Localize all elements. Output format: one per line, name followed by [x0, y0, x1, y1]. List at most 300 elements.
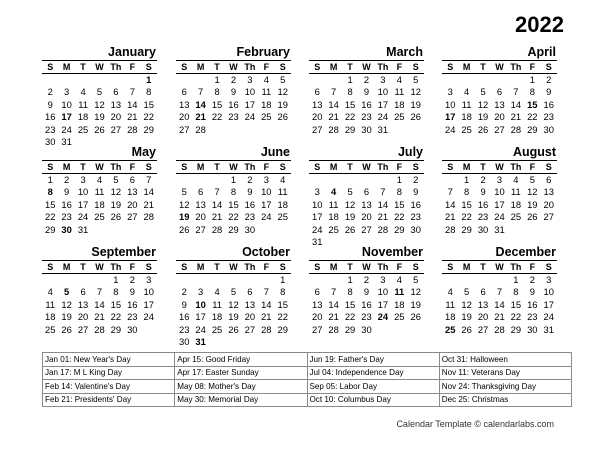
- weekday-header: S: [176, 161, 192, 174]
- day-cell: 17: [377, 298, 389, 310]
- day-cell: 23: [477, 211, 489, 223]
- day-cell: 25: [277, 211, 288, 223]
- day-cell: 24: [61, 123, 72, 135]
- day-cell: 23: [228, 111, 239, 123]
- day-cell: 19: [344, 211, 356, 223]
- day-cell: 2: [546, 74, 552, 85]
- day-cell: 19: [410, 298, 421, 310]
- empty-cell: [325, 74, 341, 86]
- day-cell: 4: [96, 174, 103, 185]
- day-cell: 20: [311, 111, 323, 123]
- month-2: [176, 44, 291, 136]
- day-cell: 6: [314, 286, 320, 298]
- day-cell: 10: [311, 198, 323, 210]
- weekday-header: W: [358, 161, 374, 174]
- day-cell: 26: [410, 311, 421, 323]
- day-cell: 21: [211, 211, 223, 223]
- day-cell: 26: [527, 211, 538, 223]
- empty-cell: [309, 74, 325, 86]
- day-cell: 22: [228, 211, 239, 223]
- day-cell: 21: [510, 111, 522, 123]
- day-cell: 2: [529, 274, 535, 285]
- weekday-header: F: [524, 261, 540, 274]
- weekday-header: S: [541, 261, 557, 274]
- weekday-header: W: [225, 161, 241, 174]
- day-cell: 21: [377, 211, 389, 223]
- weekday-header: S: [309, 261, 325, 274]
- day-cell: 9: [546, 86, 552, 98]
- weekday-header: M: [325, 161, 341, 174]
- weekday-header: F: [391, 61, 407, 74]
- day-grid: [309, 61, 424, 136]
- day-cell: 11: [394, 86, 405, 98]
- weekday-header: Th: [375, 261, 391, 274]
- day-cell: 6: [363, 186, 370, 198]
- empty-cell: [309, 174, 325, 186]
- holiday-entry: Feb 21: Presidents' Day: [43, 393, 175, 407]
- day-cell: 23: [527, 311, 538, 323]
- day-cell: 26: [61, 323, 72, 335]
- day-cell: 5: [529, 174, 535, 185]
- empty-cell: [192, 174, 208, 186]
- empty-cell: [342, 174, 358, 186]
- day-cell: 7: [198, 86, 204, 98]
- day-cell: 12: [477, 98, 489, 110]
- day-cell: 11: [261, 86, 272, 98]
- day-cell: 16: [61, 198, 72, 210]
- weekday-header: T: [342, 61, 358, 74]
- holiday-day-cell: 1: [146, 74, 152, 85]
- day-cell: 1: [214, 74, 220, 85]
- day-cell: 26: [410, 111, 421, 123]
- day-cell: 24: [377, 111, 389, 123]
- empty-cell: [75, 274, 91, 286]
- day-cell: 11: [328, 198, 339, 210]
- empty-cell: [75, 74, 91, 86]
- day-cell: 20: [178, 111, 190, 123]
- month-8: [442, 144, 557, 236]
- day-cell: 12: [110, 186, 122, 198]
- empty-cell: [108, 74, 124, 86]
- weekday-header: F: [524, 161, 540, 174]
- day-cell: 22: [44, 211, 56, 223]
- day-cell: 18: [77, 111, 89, 123]
- day-cell: 19: [477, 111, 489, 123]
- day-cell: 17: [77, 198, 89, 210]
- month-7: [309, 144, 424, 248]
- day-cell: 16: [527, 298, 538, 310]
- day-cell: 9: [413, 186, 419, 198]
- day-cell: 21: [143, 198, 154, 210]
- weekday-header: S: [309, 161, 325, 174]
- day-cell: 28: [211, 223, 223, 235]
- day-cell: 1: [230, 174, 237, 185]
- day-cell: 25: [510, 211, 522, 223]
- day-cell: 18: [328, 211, 339, 223]
- day-cell: 19: [61, 311, 72, 323]
- month-4: [442, 44, 557, 136]
- day-cell: 10: [444, 98, 456, 110]
- day-cell: 1: [396, 174, 402, 185]
- empty-cell: [192, 274, 208, 286]
- day-cell: 27: [244, 323, 256, 335]
- day-cell: 25: [77, 123, 89, 135]
- day-cell: 11: [277, 186, 288, 198]
- day-cell: 29: [527, 123, 538, 135]
- holiday-day-cell: 15: [527, 98, 538, 110]
- day-cell: 24: [494, 211, 505, 223]
- day-grid: [176, 161, 291, 236]
- weekday-header: S: [141, 261, 157, 274]
- day-cell: 27: [127, 211, 138, 223]
- weekday-header: T: [75, 61, 91, 74]
- day-cell: 9: [363, 286, 370, 298]
- weekday-header: Th: [508, 261, 524, 274]
- weekday-header: T: [75, 261, 91, 274]
- holiday-day-cell: 11: [394, 286, 405, 298]
- weekday-header: S: [42, 161, 58, 174]
- day-cell: 30: [244, 223, 256, 235]
- day-cell: 28: [261, 323, 272, 335]
- day-cell: 28: [328, 123, 339, 135]
- day-cell: 13: [77, 298, 89, 310]
- day-cell: 14: [211, 198, 223, 210]
- weekday-header: W: [491, 261, 507, 274]
- month-name: January: [42, 44, 157, 61]
- weekday-header: S: [275, 261, 291, 274]
- day-cell: 22: [344, 311, 356, 323]
- day-cell: 8: [464, 186, 470, 198]
- day-cell: 20: [127, 198, 138, 210]
- empty-cell: [209, 174, 225, 186]
- day-cell: 7: [513, 86, 519, 98]
- day-cell: 2: [181, 286, 187, 298]
- day-cell: 22: [143, 111, 154, 123]
- holiday-day-cell: 5: [64, 286, 70, 298]
- empty-cell: [58, 74, 74, 86]
- empty-cell: [242, 274, 258, 286]
- day-cell: 18: [277, 198, 288, 210]
- month-name: May: [42, 144, 157, 161]
- empty-cell: [176, 274, 192, 286]
- day-cell: 12: [410, 286, 421, 298]
- weekday-header: Th: [242, 61, 258, 74]
- day-cell: 25: [261, 111, 272, 123]
- day-cell: 16: [127, 298, 138, 310]
- holiday-entry: Apr 15: Good Friday: [175, 353, 307, 367]
- day-cell: 4: [214, 286, 220, 298]
- day-cell: 30: [361, 123, 372, 135]
- weekday-header: T: [342, 261, 358, 274]
- day-cell: 3: [447, 86, 453, 98]
- weekday-header: S: [408, 161, 424, 174]
- empty-cell: [124, 74, 140, 86]
- month-10: [176, 244, 291, 348]
- day-cell: 30: [477, 223, 489, 235]
- day-cell: 11: [78, 98, 88, 110]
- day-cell: 26: [228, 323, 239, 335]
- day-cell: 7: [380, 186, 386, 198]
- weekday-header: S: [176, 261, 192, 274]
- day-cell: 18: [394, 298, 405, 310]
- weekday-header: M: [458, 261, 474, 274]
- day-cell: 27: [195, 223, 206, 235]
- weekday-header: Th: [508, 61, 524, 74]
- day-cell: 13: [178, 98, 190, 110]
- day-cell: 8: [280, 286, 286, 298]
- day-cell: 14: [94, 298, 105, 310]
- weekday-header: M: [325, 61, 341, 74]
- day-cell: 5: [113, 174, 119, 185]
- day-cell: 30: [44, 135, 56, 147]
- day-cell: 14: [127, 98, 138, 110]
- day-cell: 17: [143, 298, 154, 310]
- day-cell: 28: [494, 323, 505, 335]
- empty-cell: [458, 274, 474, 286]
- holiday-entry: Jan 01: New Year's Day: [43, 353, 175, 367]
- month-name: February: [176, 44, 291, 61]
- day-cell: 15: [110, 298, 122, 310]
- day-cell: 14: [377, 198, 389, 210]
- day-cell: 2: [247, 174, 253, 185]
- day-cell: 29: [510, 323, 522, 335]
- weekday-header: T: [209, 161, 225, 174]
- day-cell: 10: [143, 286, 154, 298]
- empty-cell: [176, 74, 192, 86]
- day-cell: 27: [178, 123, 190, 135]
- day-cell: 14: [328, 98, 339, 110]
- day-cell: 6: [314, 86, 320, 98]
- month-name: October: [176, 244, 291, 261]
- day-cell: 5: [230, 286, 237, 298]
- day-cell: 16: [178, 311, 190, 323]
- holiday-day-cell: 17: [61, 111, 72, 123]
- weekday-header: S: [408, 61, 424, 74]
- day-cell: 28: [328, 323, 339, 335]
- weekday-header: S: [309, 61, 325, 74]
- day-cell: 4: [396, 74, 402, 85]
- holiday-day-cell: 24: [377, 311, 389, 323]
- day-cell: 9: [64, 186, 70, 198]
- day-cell: 14: [261, 298, 272, 310]
- day-grid: [442, 161, 557, 236]
- day-cell: 5: [480, 86, 486, 98]
- day-cell: 1: [513, 274, 519, 285]
- day-cell: 6: [129, 174, 135, 185]
- day-cell: 20: [361, 211, 372, 223]
- holiday-day-cell: 30: [61, 223, 72, 235]
- day-cell: 24: [543, 311, 554, 323]
- holiday-entry: Jul 04: Independence Day: [307, 366, 439, 380]
- day-cell: 23: [410, 211, 421, 223]
- day-cell: 6: [198, 186, 204, 198]
- day-cell: 3: [380, 74, 386, 85]
- day-cell: 1: [464, 174, 470, 185]
- day-cell: 2: [363, 274, 370, 285]
- day-cell: 14: [143, 186, 154, 198]
- day-cell: 16: [543, 98, 554, 110]
- day-cell: 7: [331, 286, 337, 298]
- weekday-header: F: [258, 61, 274, 74]
- empty-cell: [176, 174, 192, 186]
- holiday-entry: Oct 31: Halloween: [439, 353, 571, 367]
- day-cell: 16: [228, 98, 239, 110]
- day-cell: 29: [228, 223, 239, 235]
- day-cell: 5: [280, 74, 286, 85]
- empty-cell: [209, 274, 225, 286]
- day-cell: 9: [247, 186, 253, 198]
- day-cell: 8: [230, 186, 237, 198]
- weekday-header: W: [225, 261, 241, 274]
- day-cell: 8: [214, 86, 220, 98]
- day-cell: 22: [277, 311, 288, 323]
- day-cell: 8: [347, 86, 353, 98]
- weekday-header: S: [141, 61, 157, 74]
- day-cell: 15: [277, 298, 288, 310]
- holiday-day-cell: 8: [47, 186, 53, 198]
- day-cell: 27: [311, 323, 323, 335]
- day-cell: 12: [344, 198, 356, 210]
- day-cell: 11: [461, 98, 472, 110]
- day-cell: 2: [64, 174, 70, 185]
- day-cell: 19: [228, 311, 239, 323]
- weekday-header: S: [275, 161, 291, 174]
- empty-cell: [192, 74, 208, 86]
- day-cell: 24: [444, 123, 456, 135]
- weekday-header: W: [358, 261, 374, 274]
- day-cell: 3: [546, 274, 552, 285]
- day-cell: 28: [444, 223, 456, 235]
- day-cell: 11: [445, 298, 456, 310]
- day-cell: 23: [543, 111, 554, 123]
- day-cell: 10: [377, 86, 389, 98]
- holiday-entry: Sep 05: Labor Day: [307, 380, 439, 394]
- empty-cell: [442, 74, 458, 86]
- day-cell: 4: [447, 286, 453, 298]
- day-cell: 6: [181, 86, 187, 98]
- weekday-header: S: [442, 61, 458, 74]
- weekday-header: Th: [108, 61, 124, 74]
- day-cell: 30: [127, 323, 138, 335]
- day-cell: 31: [61, 135, 72, 147]
- day-cell: 7: [331, 86, 337, 98]
- weekday-header: Th: [508, 161, 524, 174]
- day-cell: 19: [527, 198, 538, 210]
- day-cell: 17: [494, 198, 505, 210]
- weekday-header: S: [141, 161, 157, 174]
- day-cell: 23: [361, 311, 372, 323]
- day-cell: 16: [44, 111, 56, 123]
- weekday-header: F: [258, 261, 274, 274]
- day-cell: 2: [47, 86, 53, 98]
- day-cell: 30: [361, 323, 372, 335]
- day-cell: 12: [277, 86, 288, 98]
- day-grid: [176, 261, 291, 348]
- day-cell: 17: [261, 198, 272, 210]
- empty-cell: [58, 274, 74, 286]
- holiday-table: [42, 352, 572, 407]
- day-cell: 28: [143, 211, 154, 223]
- day-cell: 29: [44, 223, 56, 235]
- weekday-header: M: [58, 261, 74, 274]
- day-cell: 22: [461, 211, 472, 223]
- day-cell: 9: [529, 286, 535, 298]
- weekday-header: M: [458, 161, 474, 174]
- day-grid: [42, 61, 157, 148]
- day-cell: 1: [113, 274, 119, 285]
- day-cell: 29: [143, 123, 154, 135]
- day-cell: 2: [363, 74, 370, 85]
- day-grid: [42, 161, 157, 236]
- weekday-header: F: [258, 161, 274, 174]
- day-cell: 20: [77, 311, 89, 323]
- month-name: September: [42, 244, 157, 261]
- holiday-day-cell: 21: [195, 111, 206, 123]
- weekday-header: S: [275, 61, 291, 74]
- day-cell: 13: [494, 98, 505, 110]
- day-cell: 13: [195, 198, 206, 210]
- day-cell: 29: [277, 323, 288, 335]
- holiday-entry: Jun 19: Father's Day: [307, 353, 439, 367]
- month-name: December: [442, 244, 557, 261]
- day-cell: 3: [64, 86, 70, 98]
- day-cell: 17: [377, 98, 389, 110]
- empty-cell: [42, 74, 58, 86]
- day-cell: 9: [480, 186, 486, 198]
- holiday-row: [43, 353, 572, 367]
- month-1: [42, 44, 157, 148]
- weekday-header: F: [391, 261, 407, 274]
- month-name: July: [309, 144, 424, 161]
- day-cell: 27: [477, 323, 489, 335]
- holiday-entry: Nov 24: Thanksgiving Day: [439, 380, 571, 394]
- day-cell: 26: [477, 123, 489, 135]
- month-6: [176, 144, 291, 236]
- day-cell: 6: [113, 86, 119, 98]
- day-cell: 21: [127, 111, 138, 123]
- day-cell: 13: [477, 298, 489, 310]
- day-cell: 22: [510, 311, 522, 323]
- empty-cell: [508, 74, 524, 86]
- day-cell: 27: [110, 123, 122, 135]
- day-cell: 3: [80, 174, 86, 185]
- day-cell: 5: [413, 74, 419, 85]
- day-cell: 7: [96, 286, 103, 298]
- day-cell: 16: [361, 298, 372, 310]
- day-cell: 9: [230, 86, 237, 98]
- weekday-header: F: [391, 161, 407, 174]
- empty-cell: [475, 274, 491, 286]
- weekday-header: S: [42, 261, 58, 274]
- day-cell: 30: [410, 223, 421, 235]
- day-cell: 20: [244, 311, 256, 323]
- day-cell: 25: [394, 311, 405, 323]
- empty-cell: [458, 74, 474, 86]
- day-cell: 21: [444, 211, 456, 223]
- day-cell: 20: [543, 198, 554, 210]
- weekday-header: Th: [242, 161, 258, 174]
- footer-credit: Calendar Template © calendarlabs.com: [396, 419, 554, 429]
- holiday-day-cell: 10: [195, 298, 206, 310]
- empty-cell: [91, 274, 107, 286]
- day-cell: 13: [543, 186, 554, 198]
- day-cell: 3: [380, 274, 386, 285]
- day-cell: 7: [214, 186, 220, 198]
- holiday-entry: Dec 25: Christmas: [439, 393, 571, 407]
- day-cell: 8: [529, 86, 535, 98]
- weekday-header: T: [209, 61, 225, 74]
- day-cell: 10: [494, 186, 505, 198]
